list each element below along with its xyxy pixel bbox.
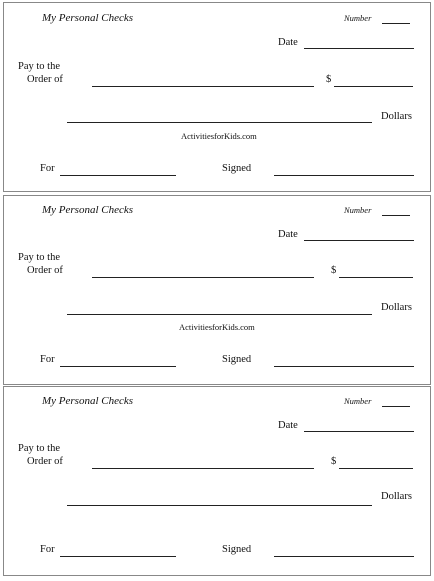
signature-field[interactable] xyxy=(274,175,414,176)
dollars-label: Dollars xyxy=(381,491,412,502)
payee-field[interactable] xyxy=(92,468,314,469)
signature-field[interactable] xyxy=(274,556,414,557)
amount-words-field[interactable] xyxy=(67,314,372,315)
number-label: Number xyxy=(344,13,372,23)
for-label: For xyxy=(40,163,55,174)
pay-to-label-line1: Pay to the xyxy=(18,443,60,454)
pay-to-label-line2: Order of xyxy=(27,265,63,276)
date-field[interactable] xyxy=(304,431,414,432)
number-field[interactable] xyxy=(382,215,410,216)
check-1 xyxy=(3,2,431,192)
payee-field[interactable] xyxy=(92,277,314,278)
number-field[interactable] xyxy=(382,406,410,407)
dollar-sign: $ xyxy=(331,456,337,467)
check-title: My Personal Checks xyxy=(42,12,134,24)
amount-words-field[interactable] xyxy=(67,505,372,506)
date-field[interactable] xyxy=(304,48,414,49)
dollars-label: Dollars xyxy=(381,111,412,122)
dollar-sign: $ xyxy=(331,265,337,276)
check-3 xyxy=(3,386,431,576)
date-label: Date xyxy=(278,37,298,48)
dollars-label: Dollars xyxy=(381,302,412,313)
for-label: For xyxy=(40,544,55,555)
check-title: My Personal Checks xyxy=(42,395,134,407)
amount-field[interactable] xyxy=(339,468,413,469)
date-label: Date xyxy=(278,229,298,240)
number-label: Number xyxy=(344,205,372,215)
amount-words-field[interactable] xyxy=(67,122,372,123)
number-label: Number xyxy=(344,396,372,406)
pay-to-label-line1: Pay to the xyxy=(18,252,60,263)
signed-label: Signed xyxy=(222,544,252,555)
website-label: ActivitiesforKids.com xyxy=(179,322,255,332)
memo-field[interactable] xyxy=(60,175,176,176)
signed-label: Signed xyxy=(222,354,252,365)
amount-field[interactable] xyxy=(334,86,413,87)
website-label: ActivitiesforKids.com xyxy=(181,131,257,141)
signed-label: Signed xyxy=(222,163,252,174)
memo-field[interactable] xyxy=(60,556,176,557)
date-label: Date xyxy=(278,420,298,431)
number-field[interactable] xyxy=(382,23,410,24)
amount-field[interactable] xyxy=(339,277,413,278)
memo-field[interactable] xyxy=(60,366,176,367)
date-field[interactable] xyxy=(304,240,414,241)
pay-to-label-line2: Order of xyxy=(27,456,63,467)
check-2 xyxy=(3,195,431,385)
payee-field[interactable] xyxy=(92,86,314,87)
pay-to-label-line2: Order of xyxy=(27,74,63,85)
signature-field[interactable] xyxy=(274,366,414,367)
pay-to-label-line1: Pay to the xyxy=(18,61,60,72)
for-label: For xyxy=(40,354,55,365)
check-title: My Personal Checks xyxy=(42,204,134,216)
dollar-sign: $ xyxy=(326,74,332,85)
